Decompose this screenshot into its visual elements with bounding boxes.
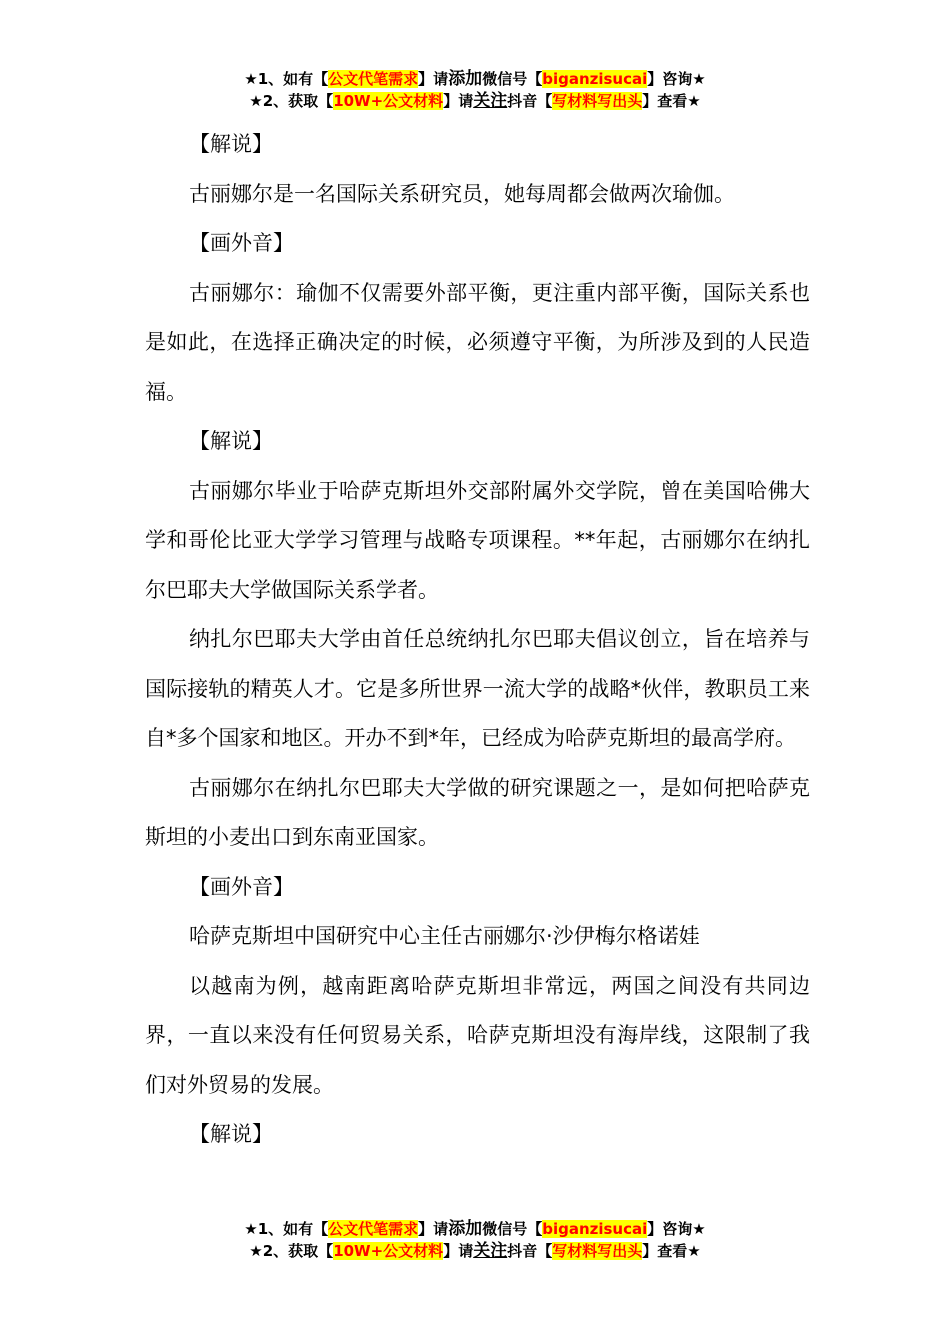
banner-highlight: 公文代笔需求 xyxy=(328,70,419,88)
banner-highlight: biganzisucai xyxy=(542,70,648,88)
header-banner xyxy=(0,68,950,112)
banner-text: ★1、如有【 xyxy=(244,70,329,88)
banner-text: 微信号【 xyxy=(482,1220,543,1238)
banner-line-1 xyxy=(0,68,950,90)
section-heading: 【解说】 xyxy=(189,1122,273,1146)
banner-line-1 xyxy=(0,1218,950,1240)
banner-text: 抖音【 xyxy=(507,92,553,110)
document-body xyxy=(145,120,810,1160)
banner-text: 】查看★ xyxy=(642,1242,701,1260)
banner-emphasis: 关注 xyxy=(473,1241,508,1261)
banner-text: 】请 xyxy=(443,92,474,110)
banner-text: ★2、获取【 xyxy=(249,1242,334,1260)
banner-text: ★2、获取【 xyxy=(249,92,334,110)
banner-text: 】请 xyxy=(418,70,449,88)
banner-text: 】咨询★ xyxy=(647,1220,706,1238)
banner-highlight: 写材料写出头 xyxy=(552,1242,643,1260)
section-heading: 【画外音】 xyxy=(189,874,294,899)
paragraph: 哈萨克斯坦中国研究中心主任古丽娜尔·沙伊梅尔格诺娃 xyxy=(189,924,700,948)
banner-text: 抖音【 xyxy=(507,1242,553,1260)
section-heading: 【解说】 xyxy=(189,429,273,453)
banner-highlight: 公文代笔需求 xyxy=(328,1220,419,1238)
banner-emphasis: 关注 xyxy=(473,91,508,111)
banner-text: 】咨询★ xyxy=(647,70,706,88)
section-heading: 【画外音】 xyxy=(189,231,294,255)
section-heading: 【解说】 xyxy=(189,132,273,156)
paragraph: 以越南为例，越南距离哈萨克斯坦非常远，两国之间没有共同边界，一直以来没有任何贸易关系，哈萨克斯坦没有海岸线，这限制了我们对外贸易的发展。 xyxy=(145,973,810,1097)
banner-highlight: 10W+公文材料 xyxy=(333,92,444,110)
banner-line-2 xyxy=(0,1240,950,1262)
paragraph: 古丽娜尔是一名国际关系研究员，她每周都会做两次瑜伽。 xyxy=(189,181,735,206)
banner-highlight: 写材料写出头 xyxy=(552,92,643,110)
banner-text: 微信号【 xyxy=(482,70,543,88)
banner-highlight: biganzisucai xyxy=(542,1220,648,1238)
banner-text: 】查看★ xyxy=(642,92,701,110)
banner-text: ★1、如有【 xyxy=(244,1220,329,1238)
banner-highlight: 10W+公文材料 xyxy=(333,1242,444,1260)
banner-text: 】请 xyxy=(443,1242,474,1260)
paragraph: 古丽娜尔：瑜伽不仅需要外部平衡，更注重内部平衡，国际关系也是如此，在选择正确决定的时候，必须遵守平衡，为所涉及到的人民造福。 xyxy=(145,280,810,404)
banner-emphasis: 添加 xyxy=(448,1219,483,1239)
banner-text: 】请 xyxy=(418,1220,449,1238)
banner-emphasis: 添加 xyxy=(448,69,483,89)
footer-banner xyxy=(0,1218,950,1262)
paragraph: 纳扎尔巴耶夫大学由首任总统纳扎尔巴耶夫倡议创立，旨在培养与国际接轨的精英人才。它是多所世界一流大学的战略*伙伴，教职员工来自*多个国家和地区。开办不到*年，已经成为哈萨克斯坦的最高学府。 xyxy=(145,627,810,750)
banner-line-2 xyxy=(0,90,950,112)
paragraph: 古丽娜尔毕业于哈萨克斯坦外交部附属外交学院，曾在美国哈佛大学和哥伦比亚大学学习管理与战略专项课程。**年起，古丽娜尔在纳扎尔巴耶夫大学做国际关系学者。 xyxy=(145,478,810,602)
paragraph: 古丽娜尔在纳扎尔巴耶夫大学做的研究课题之一，是如何把哈萨克斯坦的小麦出口到东南亚国家。 xyxy=(145,775,810,849)
